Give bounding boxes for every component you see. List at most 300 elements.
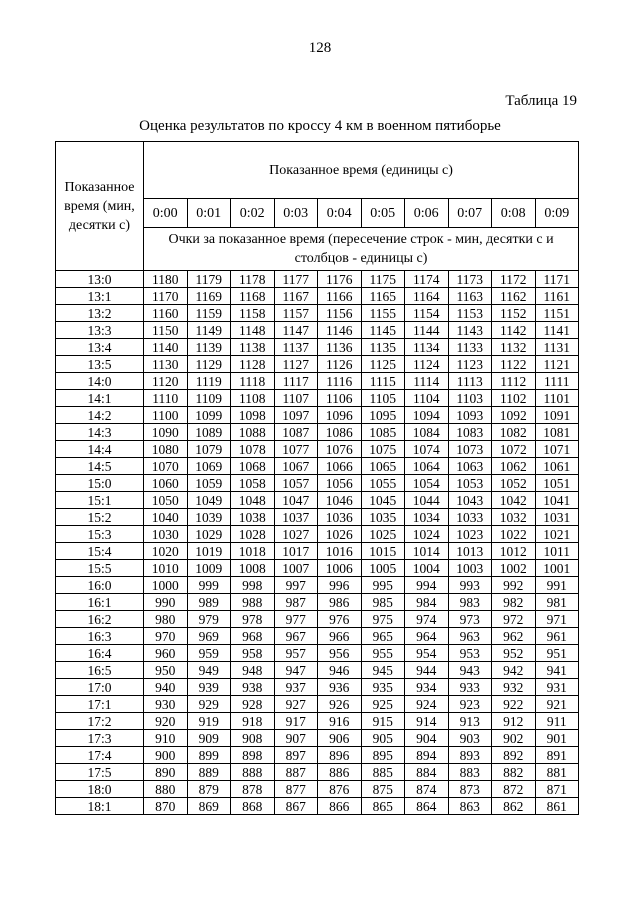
table-row bbox=[56, 288, 579, 305]
table-cell: 871 bbox=[535, 781, 579, 798]
table-cell: 1067 bbox=[274, 458, 318, 475]
table-cell: 936 bbox=[318, 679, 362, 696]
table-cell: 982 bbox=[492, 594, 536, 611]
table-cell: 1016 bbox=[318, 543, 362, 560]
table-cell: 990 bbox=[144, 594, 188, 611]
table-row bbox=[56, 577, 579, 594]
table-cell: 907 bbox=[274, 730, 318, 747]
scoring-table bbox=[55, 141, 579, 815]
table-cell: 864 bbox=[405, 798, 449, 815]
row-label: 17:5 bbox=[56, 764, 144, 781]
table-cell: 1091 bbox=[535, 407, 579, 424]
table-cell: 1052 bbox=[492, 475, 536, 492]
table-cell: 1163 bbox=[448, 288, 492, 305]
table-cell: 979 bbox=[187, 611, 231, 628]
table-row bbox=[56, 424, 579, 441]
table-cell: 877 bbox=[274, 781, 318, 798]
table-cell: 898 bbox=[231, 747, 275, 764]
table-cell: 939 bbox=[187, 679, 231, 696]
table-cell: 1105 bbox=[361, 390, 405, 407]
table-cell: 968 bbox=[231, 628, 275, 645]
table-cell: 1025 bbox=[361, 526, 405, 543]
table-cell: 1013 bbox=[448, 543, 492, 560]
row-label: 15:0 bbox=[56, 475, 144, 492]
table-cell: 1050 bbox=[144, 492, 188, 509]
table-cell: 1108 bbox=[231, 390, 275, 407]
row-label: 16:5 bbox=[56, 662, 144, 679]
table-cell: 999 bbox=[187, 577, 231, 594]
table-cell: 895 bbox=[361, 747, 405, 764]
table-cell: 998 bbox=[231, 577, 275, 594]
table-cell: 1159 bbox=[187, 305, 231, 322]
row-label: 18:0 bbox=[56, 781, 144, 798]
table-row bbox=[56, 645, 579, 662]
table-cell: 870 bbox=[144, 798, 188, 815]
table-cell: 1178 bbox=[231, 271, 275, 288]
table-cell: 1174 bbox=[405, 271, 449, 288]
table-cell: 1010 bbox=[144, 560, 188, 577]
row-label: 13:2 bbox=[56, 305, 144, 322]
table-row bbox=[56, 696, 579, 713]
table-cell: 1116 bbox=[318, 373, 362, 390]
table-cell: 909 bbox=[187, 730, 231, 747]
table-cell: 1015 bbox=[361, 543, 405, 560]
table-cell: 880 bbox=[144, 781, 188, 798]
table-cell: 959 bbox=[187, 645, 231, 662]
table-cell: 1021 bbox=[535, 526, 579, 543]
table-cell: 1086 bbox=[318, 424, 362, 441]
table-cell: 1177 bbox=[274, 271, 318, 288]
row-label: 15:3 bbox=[56, 526, 144, 543]
table-row bbox=[56, 798, 579, 815]
table-cell: 940 bbox=[144, 679, 188, 696]
table-cell: 1092 bbox=[492, 407, 536, 424]
table-cell: 1059 bbox=[187, 475, 231, 492]
table-cell: 1158 bbox=[231, 305, 275, 322]
table-cell: 1001 bbox=[535, 560, 579, 577]
table-cell: 923 bbox=[448, 696, 492, 713]
row-label: 13:0 bbox=[56, 271, 144, 288]
table-cell: 902 bbox=[492, 730, 536, 747]
table-cell: 995 bbox=[361, 577, 405, 594]
table-cell: 899 bbox=[187, 747, 231, 764]
table-cell: 919 bbox=[187, 713, 231, 730]
table-row bbox=[56, 322, 579, 339]
table-cell: 884 bbox=[405, 764, 449, 781]
table-cell: 1169 bbox=[187, 288, 231, 305]
table-cell: 915 bbox=[361, 713, 405, 730]
table-cell: 1119 bbox=[187, 373, 231, 390]
table-cell: 972 bbox=[492, 611, 536, 628]
column-header: 0:02 bbox=[231, 199, 275, 228]
table-cell: 1002 bbox=[492, 560, 536, 577]
table-row bbox=[56, 611, 579, 628]
row-label: 16:2 bbox=[56, 611, 144, 628]
row-label: 17:0 bbox=[56, 679, 144, 696]
table-cell: 993 bbox=[448, 577, 492, 594]
table-cell: 1112 bbox=[492, 373, 536, 390]
table-cell: 1060 bbox=[144, 475, 188, 492]
table-cell: 861 bbox=[535, 798, 579, 815]
table-cell: 1104 bbox=[405, 390, 449, 407]
table-row bbox=[56, 492, 579, 509]
table-cell: 1068 bbox=[231, 458, 275, 475]
table-cell: 932 bbox=[492, 679, 536, 696]
table-cell: 1032 bbox=[492, 509, 536, 526]
table-cell: 985 bbox=[361, 594, 405, 611]
table-cell: 1137 bbox=[274, 339, 318, 356]
table-cell: 1073 bbox=[448, 441, 492, 458]
table-cell: 1103 bbox=[448, 390, 492, 407]
table-cell: 1127 bbox=[274, 356, 318, 373]
table-cell: 933 bbox=[448, 679, 492, 696]
table-cell: 978 bbox=[231, 611, 275, 628]
table-cell: 885 bbox=[361, 764, 405, 781]
table-cell: 967 bbox=[274, 628, 318, 645]
table-cell: 966 bbox=[318, 628, 362, 645]
table-cell: 1167 bbox=[274, 288, 318, 305]
page-number: 128 bbox=[308, 40, 332, 56]
table-cell: 1109 bbox=[187, 390, 231, 407]
table-cell: 1069 bbox=[187, 458, 231, 475]
table-cell: 894 bbox=[405, 747, 449, 764]
header-row-units bbox=[56, 142, 579, 199]
table-cell: 925 bbox=[361, 696, 405, 713]
table-cell: 1094 bbox=[405, 407, 449, 424]
table-cell: 896 bbox=[318, 747, 362, 764]
table-cell: 1044 bbox=[405, 492, 449, 509]
table-cell: 1009 bbox=[187, 560, 231, 577]
table-cell: 1130 bbox=[144, 356, 188, 373]
table-cell: 992 bbox=[492, 577, 536, 594]
table-cell: 1057 bbox=[274, 475, 318, 492]
table-cell: 970 bbox=[144, 628, 188, 645]
table-cell: 1043 bbox=[448, 492, 492, 509]
table-cell: 910 bbox=[144, 730, 188, 747]
table-row bbox=[56, 441, 579, 458]
table-cell: 1152 bbox=[492, 305, 536, 322]
row-label: 14:2 bbox=[56, 407, 144, 424]
table-cell: 914 bbox=[405, 713, 449, 730]
table-cell: 924 bbox=[405, 696, 449, 713]
column-header: 0:07 bbox=[448, 199, 492, 228]
table-cell: 862 bbox=[492, 798, 536, 815]
table-cell: 942 bbox=[492, 662, 536, 679]
table-cell: 890 bbox=[144, 764, 188, 781]
row-label: 15:2 bbox=[56, 509, 144, 526]
table-row bbox=[56, 390, 579, 407]
column-header: 0:06 bbox=[405, 199, 449, 228]
table-cell: 1160 bbox=[144, 305, 188, 322]
table-cell: 1039 bbox=[187, 509, 231, 526]
table-cell: 981 bbox=[535, 594, 579, 611]
table-cell: 988 bbox=[231, 594, 275, 611]
table-cell: 1072 bbox=[492, 441, 536, 458]
table-row bbox=[56, 271, 579, 288]
column-header: 0:00 bbox=[144, 199, 188, 228]
table-cell: 892 bbox=[492, 747, 536, 764]
table-cell: 1132 bbox=[492, 339, 536, 356]
table-cell: 1000 bbox=[144, 577, 188, 594]
column-header: 0:04 bbox=[318, 199, 362, 228]
table-cell: 1070 bbox=[144, 458, 188, 475]
table-cell: 1118 bbox=[231, 373, 275, 390]
table-cell: 984 bbox=[405, 594, 449, 611]
table-cell: 956 bbox=[318, 645, 362, 662]
corner-header: Показанное время (мин, десятки с) bbox=[56, 142, 144, 271]
table-cell: 1165 bbox=[361, 288, 405, 305]
table-cell: 903 bbox=[448, 730, 492, 747]
table-cell: 1171 bbox=[535, 271, 579, 288]
table-cell: 1147 bbox=[274, 322, 318, 339]
row-label: 14:0 bbox=[56, 373, 144, 390]
table-cell: 897 bbox=[274, 747, 318, 764]
table-cell: 1046 bbox=[318, 492, 362, 509]
table-cell: 958 bbox=[231, 645, 275, 662]
row-label: 16:3 bbox=[56, 628, 144, 645]
table-cell: 1138 bbox=[231, 339, 275, 356]
table-cell: 1111 bbox=[535, 373, 579, 390]
table-cell: 1083 bbox=[448, 424, 492, 441]
table-cell: 1077 bbox=[274, 441, 318, 458]
table-cell: 1030 bbox=[144, 526, 188, 543]
table-cell: 905 bbox=[361, 730, 405, 747]
table-cell: 954 bbox=[405, 645, 449, 662]
table-cell: 928 bbox=[231, 696, 275, 713]
row-label: 13:3 bbox=[56, 322, 144, 339]
table-cell: 989 bbox=[187, 594, 231, 611]
table-cell: 878 bbox=[231, 781, 275, 798]
table-cell: 996 bbox=[318, 577, 362, 594]
table-title: Оценка результатов по кроссу 4 км в военном пятиборье bbox=[139, 118, 501, 134]
table-cell: 945 bbox=[361, 662, 405, 679]
table-cell: 1135 bbox=[361, 339, 405, 356]
table-cell: 911 bbox=[535, 713, 579, 730]
table-cell: 941 bbox=[535, 662, 579, 679]
table-cell: 1136 bbox=[318, 339, 362, 356]
table-cell: 1026 bbox=[318, 526, 362, 543]
table-cell: 1113 bbox=[448, 373, 492, 390]
table-cell: 1029 bbox=[187, 526, 231, 543]
table-row bbox=[56, 662, 579, 679]
table-cell: 1082 bbox=[492, 424, 536, 441]
table-row bbox=[56, 628, 579, 645]
table-cell: 1061 bbox=[535, 458, 579, 475]
table-cell: 1098 bbox=[231, 407, 275, 424]
table-row bbox=[56, 458, 579, 475]
table-cell: 1012 bbox=[492, 543, 536, 560]
table-cell: 1008 bbox=[231, 560, 275, 577]
table-cell: 1027 bbox=[274, 526, 318, 543]
table-cell: 1081 bbox=[535, 424, 579, 441]
table-cell: 891 bbox=[535, 747, 579, 764]
table-cell: 1090 bbox=[144, 424, 188, 441]
table-cell: 997 bbox=[274, 577, 318, 594]
table-cell: 1170 bbox=[144, 288, 188, 305]
table-cell: 952 bbox=[492, 645, 536, 662]
table-cell: 994 bbox=[405, 577, 449, 594]
table-cell: 1085 bbox=[361, 424, 405, 441]
table-cell: 1146 bbox=[318, 322, 362, 339]
table-row bbox=[56, 543, 579, 560]
table-cell: 1047 bbox=[274, 492, 318, 509]
table-cell: 965 bbox=[361, 628, 405, 645]
row-label: 17:2 bbox=[56, 713, 144, 730]
table-row bbox=[56, 373, 579, 390]
table-cell: 1142 bbox=[492, 322, 536, 339]
table-cell: 1023 bbox=[448, 526, 492, 543]
table-cell: 1126 bbox=[318, 356, 362, 373]
table-cell: 976 bbox=[318, 611, 362, 628]
row-label: 15:1 bbox=[56, 492, 144, 509]
table-cell: 1141 bbox=[535, 322, 579, 339]
table-cell: 920 bbox=[144, 713, 188, 730]
table-row bbox=[56, 475, 579, 492]
table-cell: 929 bbox=[187, 696, 231, 713]
table-cell: 927 bbox=[274, 696, 318, 713]
row-label: 17:3 bbox=[56, 730, 144, 747]
row-label: 13:1 bbox=[56, 288, 144, 305]
table-cell: 1166 bbox=[318, 288, 362, 305]
table-cell: 1121 bbox=[535, 356, 579, 373]
row-label: 17:1 bbox=[56, 696, 144, 713]
table-cell: 1028 bbox=[231, 526, 275, 543]
table-cell: 1176 bbox=[318, 271, 362, 288]
table-cell: 1078 bbox=[231, 441, 275, 458]
table-cell: 987 bbox=[274, 594, 318, 611]
table-cell: 931 bbox=[535, 679, 579, 696]
table-cell: 1148 bbox=[231, 322, 275, 339]
table-cell: 1066 bbox=[318, 458, 362, 475]
table-cell: 1054 bbox=[405, 475, 449, 492]
table-cell: 889 bbox=[187, 764, 231, 781]
table-cell: 900 bbox=[144, 747, 188, 764]
table-cell: 926 bbox=[318, 696, 362, 713]
table-cell: 1149 bbox=[187, 322, 231, 339]
table-cell: 1101 bbox=[535, 390, 579, 407]
table-cell: 1110 bbox=[144, 390, 188, 407]
table-cell: 1102 bbox=[492, 390, 536, 407]
table-cell: 963 bbox=[448, 628, 492, 645]
table-cell: 1096 bbox=[318, 407, 362, 424]
table-cell: 1173 bbox=[448, 271, 492, 288]
table-cell: 904 bbox=[405, 730, 449, 747]
row-label: 16:0 bbox=[56, 577, 144, 594]
row-label: 18:1 bbox=[56, 798, 144, 815]
row-label: 15:5 bbox=[56, 560, 144, 577]
table-cell: 1034 bbox=[405, 509, 449, 526]
table-cell: 1099 bbox=[187, 407, 231, 424]
table-cell: 868 bbox=[231, 798, 275, 815]
table-cell: 1056 bbox=[318, 475, 362, 492]
row-label: 13:5 bbox=[56, 356, 144, 373]
table-cell: 1075 bbox=[361, 441, 405, 458]
table-cell: 1107 bbox=[274, 390, 318, 407]
table-cell: 975 bbox=[361, 611, 405, 628]
row-label: 16:1 bbox=[56, 594, 144, 611]
table-row bbox=[56, 781, 579, 798]
table-cell: 1122 bbox=[492, 356, 536, 373]
points-header: Очки за показанное время (пересечение строк - мин, десятки с и столбцов - единицы с) bbox=[144, 228, 579, 271]
table-cell: 1024 bbox=[405, 526, 449, 543]
table-row bbox=[56, 594, 579, 611]
table-cell: 1143 bbox=[448, 322, 492, 339]
table-cell: 1064 bbox=[405, 458, 449, 475]
table-cell: 1140 bbox=[144, 339, 188, 356]
table-row bbox=[56, 679, 579, 696]
table-cell: 1095 bbox=[361, 407, 405, 424]
table-cell: 957 bbox=[274, 645, 318, 662]
table-cell: 1134 bbox=[405, 339, 449, 356]
table-cell: 943 bbox=[448, 662, 492, 679]
table-cell: 1062 bbox=[492, 458, 536, 475]
table-cell: 893 bbox=[448, 747, 492, 764]
table-row bbox=[56, 747, 579, 764]
table-cell: 1076 bbox=[318, 441, 362, 458]
table-cell: 1005 bbox=[361, 560, 405, 577]
table-cell: 1036 bbox=[318, 509, 362, 526]
table-cell: 1042 bbox=[492, 492, 536, 509]
table-cell: 1156 bbox=[318, 305, 362, 322]
table-cell: 866 bbox=[318, 798, 362, 815]
table-cell: 930 bbox=[144, 696, 188, 713]
table-cell: 1093 bbox=[448, 407, 492, 424]
table-cell: 1055 bbox=[361, 475, 405, 492]
table-cell: 944 bbox=[405, 662, 449, 679]
table-cell: 960 bbox=[144, 645, 188, 662]
table-cell: 1124 bbox=[405, 356, 449, 373]
table-cell: 1164 bbox=[405, 288, 449, 305]
table-cell: 1022 bbox=[492, 526, 536, 543]
table-cell: 1161 bbox=[535, 288, 579, 305]
table-cell: 1150 bbox=[144, 322, 188, 339]
table-cell: 922 bbox=[492, 696, 536, 713]
table-row bbox=[56, 407, 579, 424]
table-cell: 1065 bbox=[361, 458, 405, 475]
table-cell: 1003 bbox=[448, 560, 492, 577]
table-row bbox=[56, 339, 579, 356]
row-label: 14:3 bbox=[56, 424, 144, 441]
table-cell: 1123 bbox=[448, 356, 492, 373]
table-cell: 1128 bbox=[231, 356, 275, 373]
table-cell: 1120 bbox=[144, 373, 188, 390]
table-cell: 1172 bbox=[492, 271, 536, 288]
table-cell: 1117 bbox=[274, 373, 318, 390]
table-cell: 973 bbox=[448, 611, 492, 628]
table-cell: 947 bbox=[274, 662, 318, 679]
table-cell: 1145 bbox=[361, 322, 405, 339]
table-cell: 1063 bbox=[448, 458, 492, 475]
table-cell: 938 bbox=[231, 679, 275, 696]
table-cell: 949 bbox=[187, 662, 231, 679]
table-cell: 1129 bbox=[187, 356, 231, 373]
table-cell: 1084 bbox=[405, 424, 449, 441]
table-cell: 935 bbox=[361, 679, 405, 696]
table-cell: 1051 bbox=[535, 475, 579, 492]
table-cell: 948 bbox=[231, 662, 275, 679]
table-cell: 921 bbox=[535, 696, 579, 713]
table-cell: 1115 bbox=[361, 373, 405, 390]
table-cell: 1017 bbox=[274, 543, 318, 560]
table-cell: 1179 bbox=[187, 271, 231, 288]
table-row bbox=[56, 526, 579, 543]
table-cell: 876 bbox=[318, 781, 362, 798]
table-cell: 971 bbox=[535, 611, 579, 628]
table-row bbox=[56, 730, 579, 747]
table-body bbox=[56, 271, 579, 815]
table-cell: 946 bbox=[318, 662, 362, 679]
table-cell: 1014 bbox=[405, 543, 449, 560]
